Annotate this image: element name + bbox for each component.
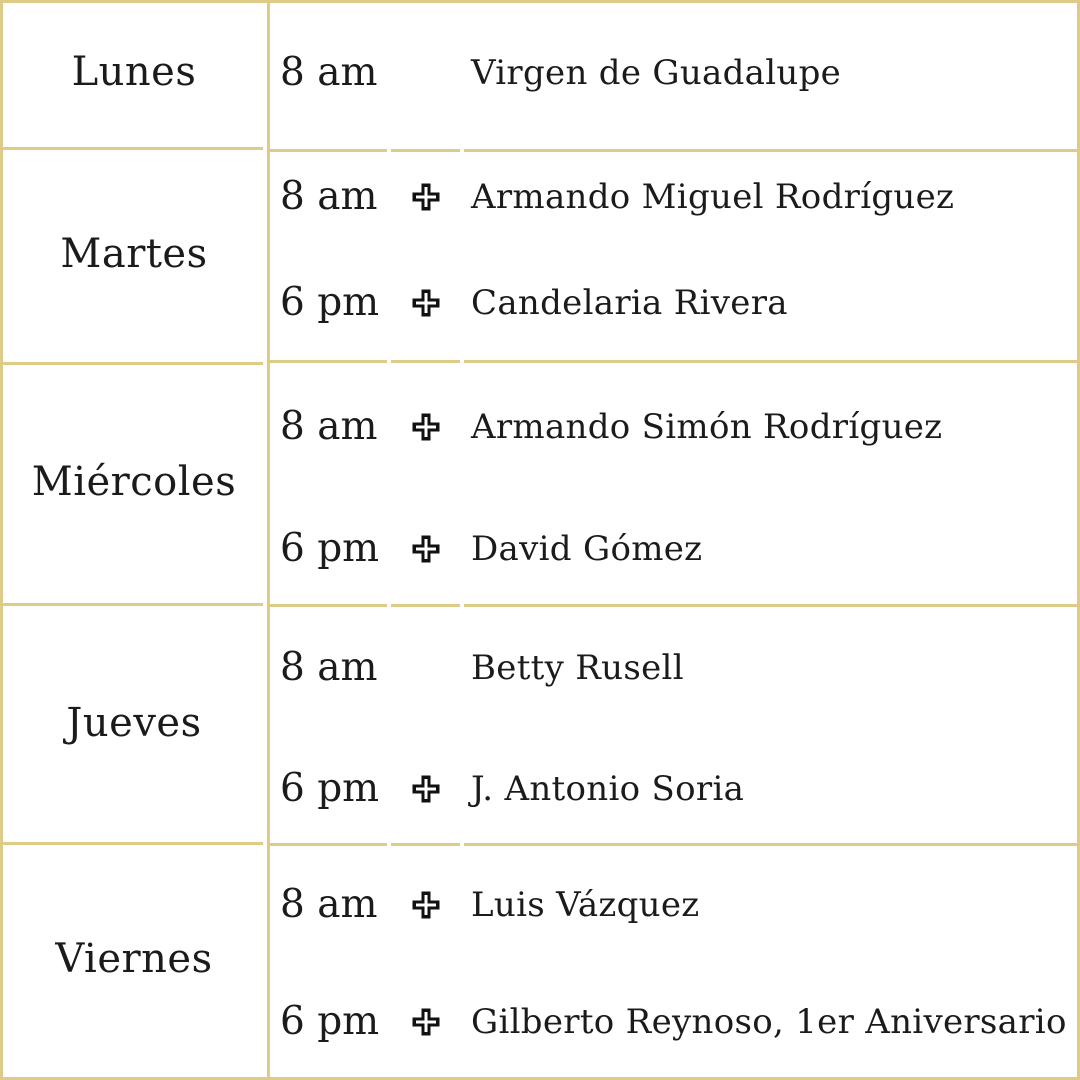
table-border-top — [0, 0, 1080, 3]
cross-icon — [410, 181, 442, 213]
mass-time: 6 pm — [280, 766, 380, 811]
day-label-viernes: Viernes — [55, 936, 213, 982]
mass-time: 8 am — [280, 882, 378, 927]
cross-icon — [410, 1006, 442, 1038]
table-border-left — [0, 0, 3, 1080]
mass-time: 8 am — [280, 174, 378, 219]
mass-intention: Gilberto Reynoso, 1er Aniversario — [471, 1002, 1067, 1042]
day-label-miercoles: Miércoles — [31, 459, 237, 505]
cross-icon — [410, 773, 442, 805]
mass-time: 6 pm — [280, 526, 380, 571]
mass-time: 6 pm — [280, 280, 380, 325]
cross-icon — [410, 57, 442, 89]
day-label-lunes: Lunes — [71, 49, 197, 95]
mass-intention: Candelaria Rivera — [471, 283, 788, 323]
mass-time: 8 am — [280, 404, 378, 449]
day-label-martes: Martes — [60, 231, 208, 277]
cross-icon — [410, 411, 442, 443]
column-divider — [267, 0, 270, 1080]
mass-intention: J. Antonio Soria — [471, 769, 745, 809]
mass-intention: Betty Rusell — [471, 648, 684, 688]
mass-intention: Luis Vázquez — [471, 885, 700, 925]
mass-time: 8 am — [280, 645, 378, 690]
cross-icon — [410, 287, 442, 319]
cross-icon — [410, 533, 442, 565]
mass-time: 8 am — [280, 50, 378, 95]
mass-intention: Armando Miguel Rodríguez — [471, 177, 955, 217]
mass-intention: Armando Simón Rodríguez — [471, 407, 943, 447]
cross-icon — [410, 889, 442, 921]
day-label-jueves: Jueves — [66, 700, 202, 746]
mass-time: 6 pm — [280, 999, 380, 1044]
mass-intention: Virgen de Guadalupe — [471, 53, 842, 93]
mass-intention: David Gómez — [471, 529, 703, 569]
cross-icon — [410, 652, 442, 684]
